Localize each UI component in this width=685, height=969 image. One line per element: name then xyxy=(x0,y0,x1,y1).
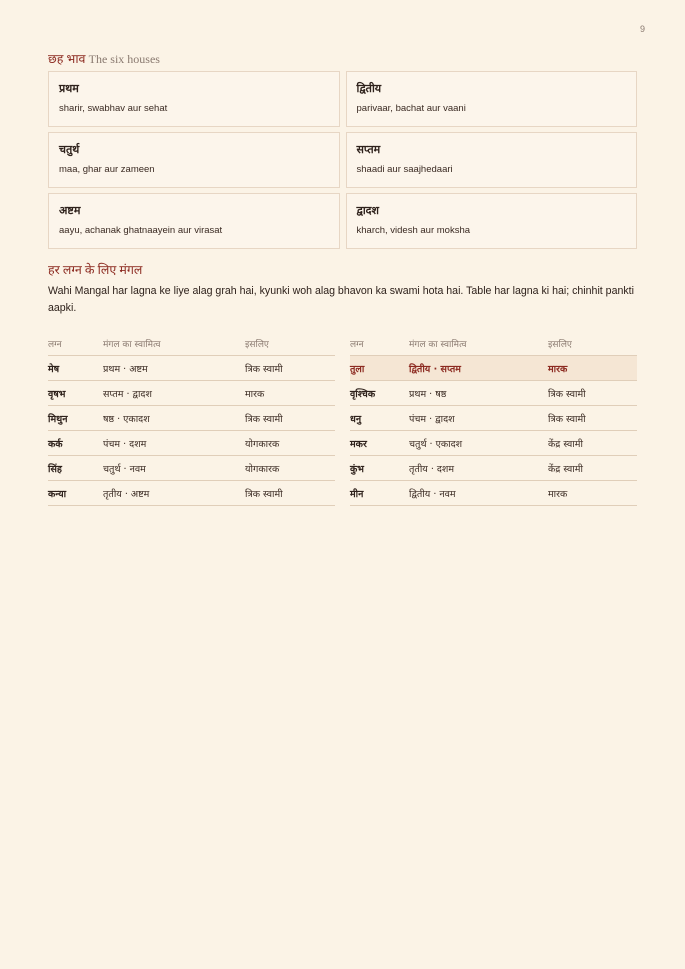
result-cell: मारक xyxy=(548,356,637,381)
house-name: द्वितीय xyxy=(356,82,382,95)
ownership-cell: तृतीय · दशम xyxy=(409,456,548,481)
ownership-cell: षष्ठ · एकादश xyxy=(103,406,245,431)
header-lagna: लग्न xyxy=(48,331,103,356)
lagna-table-right xyxy=(350,331,637,506)
ownership-cell: तृतीय · अष्टम xyxy=(103,481,245,506)
table-header-row xyxy=(350,331,637,356)
houses-title-hi: छह भाव xyxy=(48,52,86,66)
result-cell: योगकारक xyxy=(245,456,335,481)
house-card xyxy=(346,71,638,127)
table-row xyxy=(48,381,335,406)
result-cell: त्रिक स्वामी xyxy=(548,406,637,431)
house-name: चतुर्थ xyxy=(59,143,80,156)
house-desc: parivaar, bachat aur vaani xyxy=(356,103,466,114)
lagna-cell: वृश्चिक xyxy=(350,381,409,406)
house-card xyxy=(48,193,340,249)
lagna-table-left xyxy=(48,331,335,506)
house-card xyxy=(48,132,340,188)
table-row xyxy=(48,406,335,431)
house-card xyxy=(346,132,638,188)
house-card xyxy=(48,71,340,127)
ownership-cell: सप्तम · द्वादश xyxy=(103,381,245,406)
result-cell: मारक xyxy=(245,381,335,406)
lagna-cell: तुला xyxy=(350,356,409,381)
lagna-cell: कर्क xyxy=(48,431,103,456)
lagna-cell: मकर xyxy=(350,431,409,456)
lagna-cell: धनु xyxy=(350,406,409,431)
result-cell: केंद्र स्वामी xyxy=(548,456,637,481)
lagna-cell: वृषभ xyxy=(48,381,103,406)
header-result: इसलिए xyxy=(245,331,335,356)
table-row xyxy=(350,431,637,456)
table-header-row xyxy=(48,331,335,356)
houses-section-title xyxy=(48,50,160,67)
table-row xyxy=(350,406,637,431)
result-cell: त्रिक स्वामी xyxy=(245,481,335,506)
ownership-cell: प्रथम · अष्टम xyxy=(103,356,245,381)
ownership-cell: पंचम · दशम xyxy=(103,431,245,456)
lagna-cell: मीन xyxy=(350,481,409,506)
header-ownership: मंगल का स्वामित्व xyxy=(103,331,245,356)
table-row xyxy=(48,356,335,381)
lagna-cell: मिथुन xyxy=(48,406,103,431)
houses-title-en: The six houses xyxy=(88,52,160,66)
table-row xyxy=(350,481,637,506)
result-cell: त्रिक स्वामी xyxy=(245,356,335,381)
ownership-cell: चतुर्थ · नवम xyxy=(103,456,245,481)
result-cell: योगकारक xyxy=(245,431,335,456)
table-row xyxy=(350,456,637,481)
house-desc: maa, ghar aur zameen xyxy=(59,164,155,175)
ownership-cell: प्रथम · षष्ठ xyxy=(409,381,548,406)
header-result: इसलिए xyxy=(548,331,637,356)
house-name: सप्तम xyxy=(356,143,381,156)
lagna-cell: सिंह xyxy=(48,456,103,481)
table-row xyxy=(350,381,637,406)
table-row xyxy=(48,431,335,456)
house-desc: kharch, videsh aur moksha xyxy=(356,225,471,236)
ownership-cell: चतुर्थ · एकादश xyxy=(409,431,548,456)
table-row-highlighted xyxy=(350,356,637,381)
house-name: अष्टम xyxy=(59,204,81,217)
page-number: 9 xyxy=(639,24,645,34)
ownership-cell: द्वितीय · सप्तम xyxy=(409,356,548,381)
house-card xyxy=(346,193,638,249)
lagna-cell: मेष xyxy=(48,356,103,381)
lagna-cell: कन्या xyxy=(48,481,103,506)
lagna-cell: कुंभ xyxy=(350,456,409,481)
ownership-cell: पंचम · द्वादश xyxy=(409,406,548,431)
lagna-intro-text: Wahi Mangal har lagna ke liye alag grah hai, kyunki woh alag bhavon ka swami hota hai. Table har lagna ki hai; chinhit pankti aapki. xyxy=(48,285,634,314)
result-cell: केंद्र स्वामी xyxy=(548,431,637,456)
table-row xyxy=(48,481,335,506)
ownership-cell: द्वितीय · नवम xyxy=(409,481,548,506)
result-cell: त्रिक स्वामी xyxy=(245,406,335,431)
table-row xyxy=(48,456,335,481)
house-name: प्रथम xyxy=(59,82,79,95)
result-cell: मारक xyxy=(548,481,637,506)
header-ownership: मंगल का स्वामित्व xyxy=(409,331,548,356)
house-desc: aayu, achanak ghatnaayein aur virasat xyxy=(59,225,223,236)
house-name: द्वादश xyxy=(356,204,379,217)
result-cell: त्रिक स्वामी xyxy=(548,381,637,406)
houses-grid xyxy=(48,71,637,249)
house-desc: shaadi aur saajhedaari xyxy=(356,164,453,175)
house-desc: sharir, swabhav aur sehat xyxy=(59,103,168,114)
lagna-section-title: हर लग्न के लिए मंगल xyxy=(48,263,143,277)
header-lagna: लग्न xyxy=(350,331,409,356)
